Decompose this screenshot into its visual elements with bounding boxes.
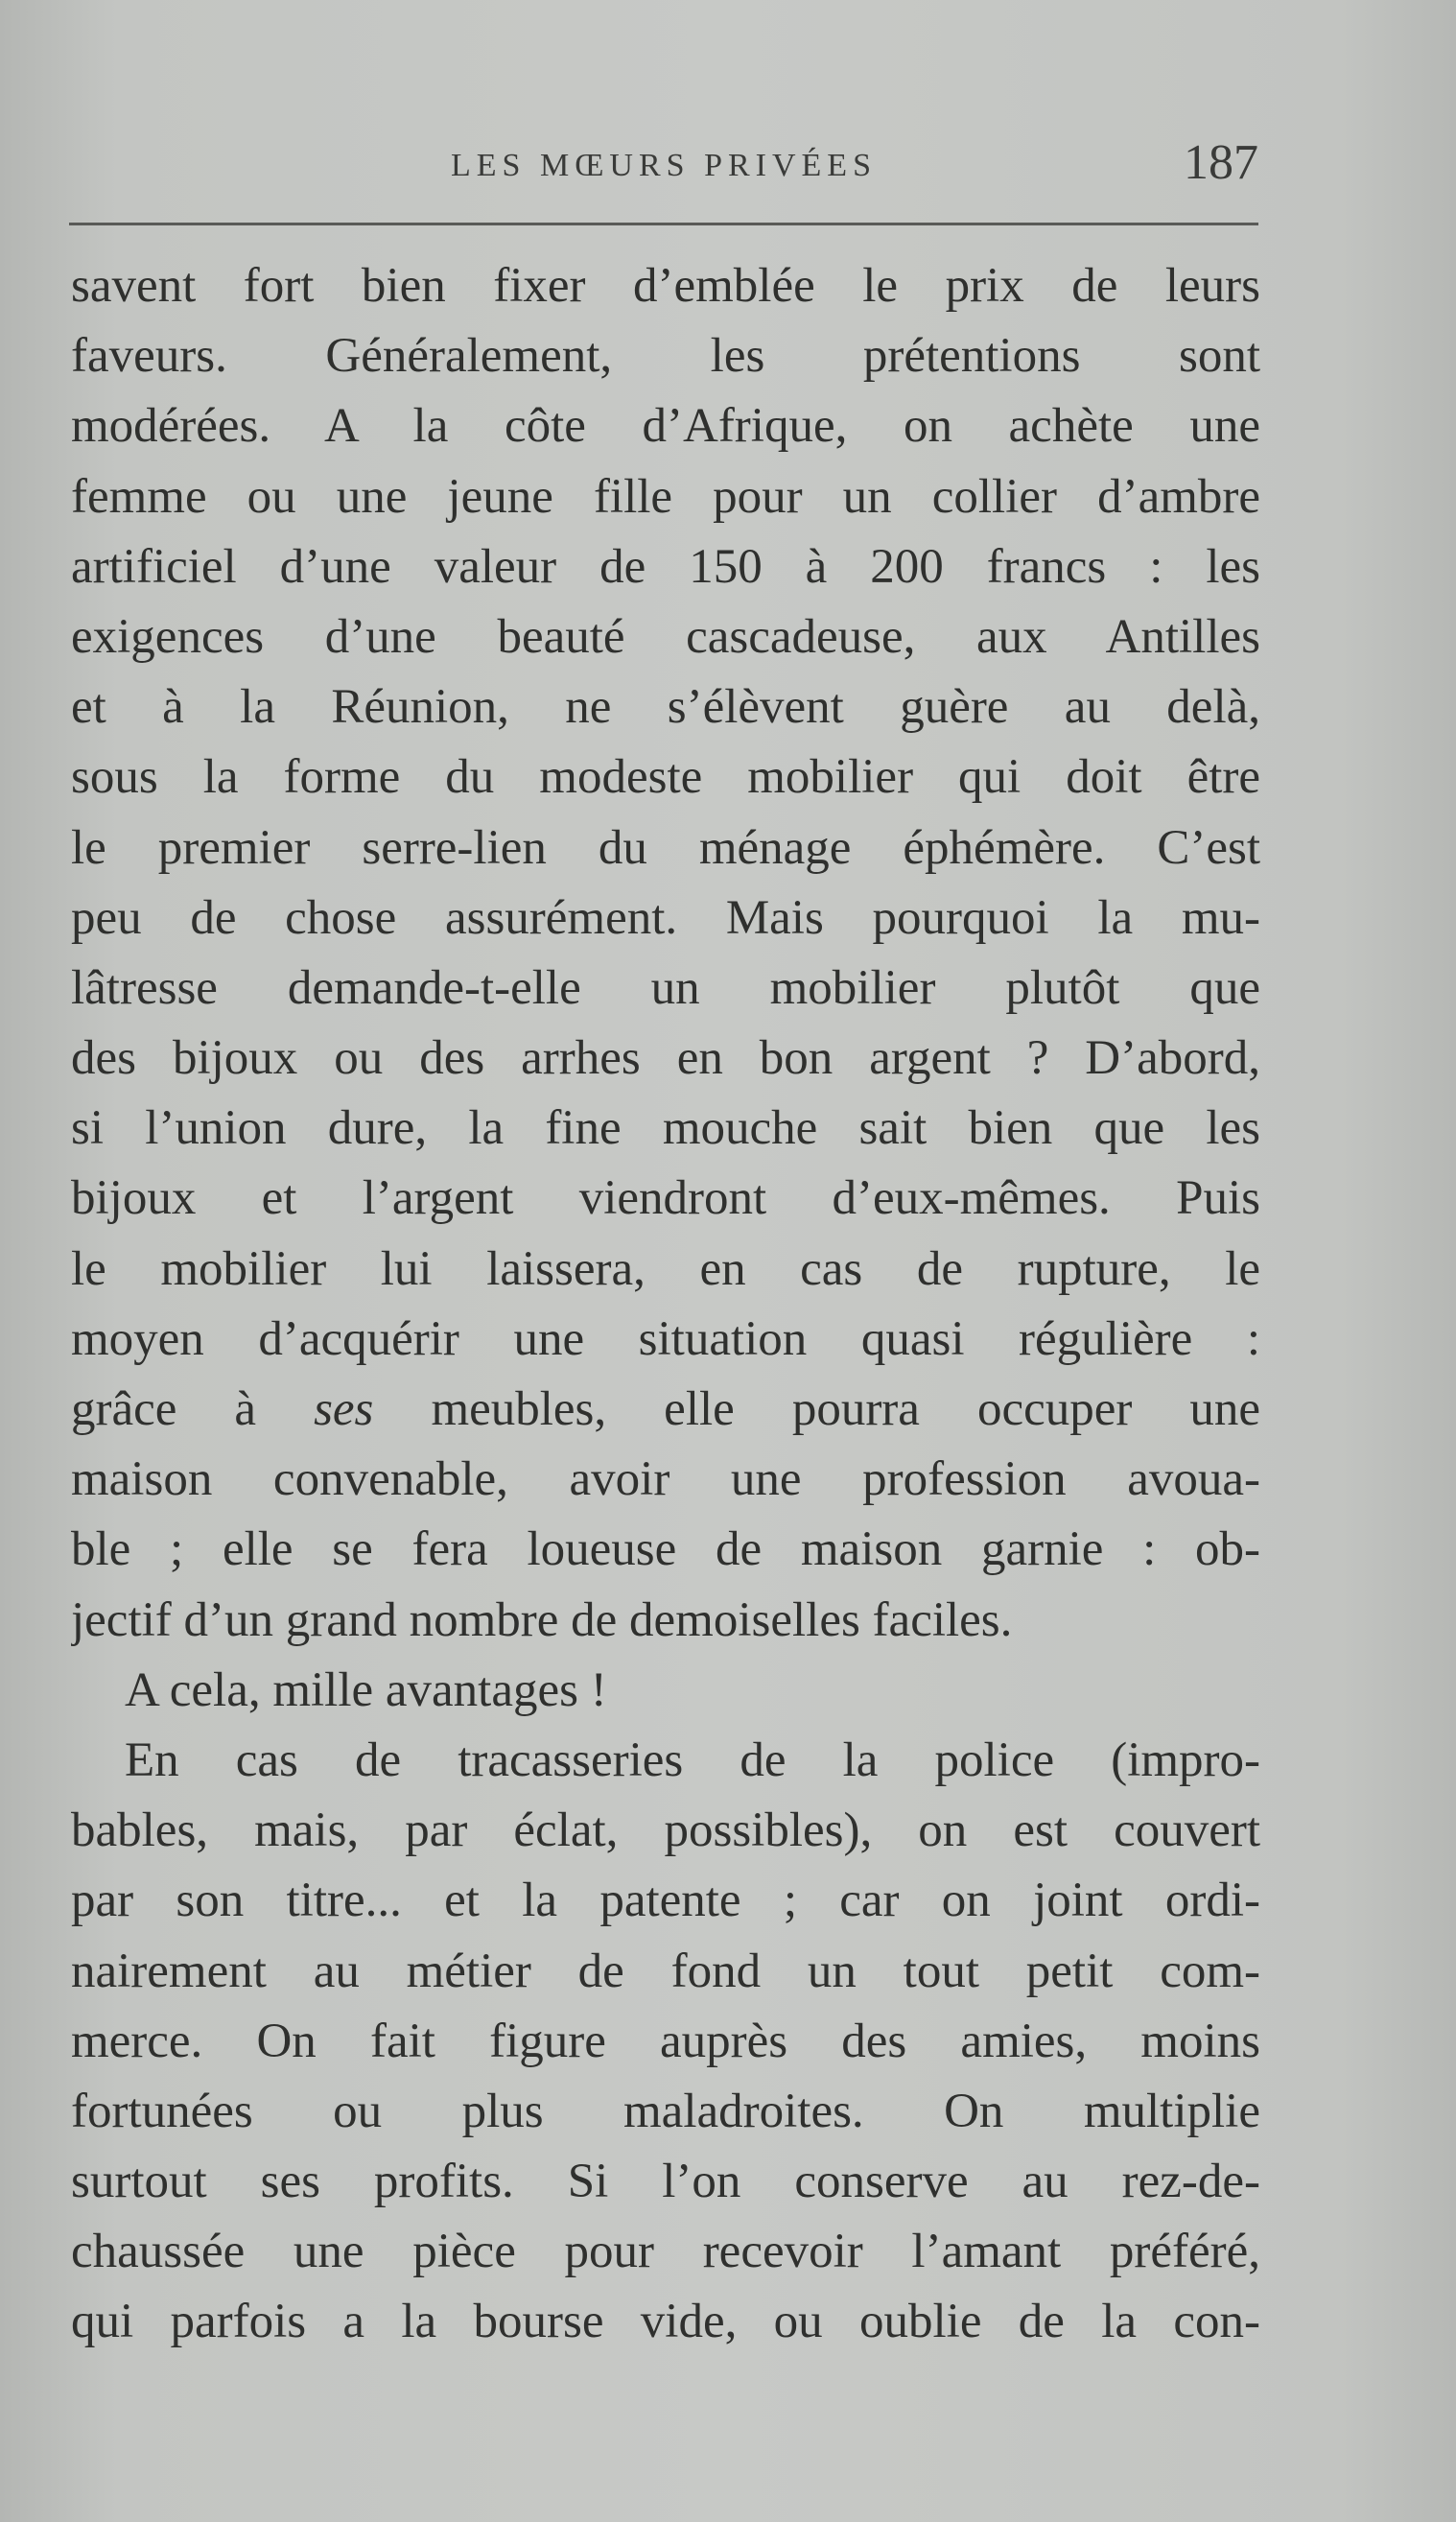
text-line: savent fort bien fixer d’emblée le prix de leurs (71, 259, 1260, 313)
page-number: 187 (1184, 135, 1258, 190)
text-line: lâtresse demande-t-elle un mobilier plutôt que (71, 960, 1260, 1015)
header-rule (69, 223, 1258, 225)
text-line: artificiel d’une valeur de 150 à 200 francs : les (71, 539, 1260, 594)
text-line: surtout ses profits. Si l’on conserve au rez-de- (71, 2155, 1260, 2209)
text-line: chaussée une pièce pour recevoir l’amant préféré, (71, 2225, 1260, 2279)
text-line: qui parfois a la bourse vide, ou oublie de la con- (71, 2295, 1260, 2349)
text-line: merce. On fait figure auprès des amies, moins (71, 2014, 1260, 2068)
text-line: maison convenable, avoir une profession avoua- (71, 1452, 1260, 1507)
paragraph-start-line: En cas de tracasseries de la police (impro- (125, 1732, 1260, 1787)
text-line: sous la forme du modeste mobilier qui doit être (71, 750, 1260, 805)
running-head: LES MŒURS PRIVÉES (451, 148, 877, 183)
text-line: peu de chose assurément. Mais pourquoi la mu- (71, 890, 1260, 945)
text-line: faveurs. Généralement, les prétentions sont (71, 329, 1260, 384)
text-line: bijoux et l’argent viendront d’eux-mêmes. Puis (71, 1171, 1260, 1226)
text-line: par son titre... et la patente ; car on joint ordi- (71, 1874, 1260, 1928)
text-line: bables, mais, par éclat, possibles), on est couvert (71, 1803, 1260, 1858)
text-line: exigences d’une beauté cascadeuse, aux Antilles (71, 609, 1260, 664)
italic-word: ses (314, 1382, 374, 1436)
line-end: meubles, elle pourra occuper une (373, 1382, 1260, 1436)
text-line: modérées. A la côte d’Afrique, on achète une (71, 399, 1260, 454)
text-line: ble ; elle se fera loueuse de maison garnie : ob- (71, 1522, 1260, 1577)
text-line: et à la Réunion, ne s’élèvent guère au delà, (71, 680, 1260, 735)
text-line: moyen d’acquérir une situation quasi régulière : (71, 1311, 1260, 1366)
page-header (69, 134, 1258, 203)
text-line: le mobilier lui laissera, en cas de rupture, le (71, 1241, 1260, 1296)
text-line: fortunées ou plus maladroites. On multiplie (71, 2084, 1260, 2138)
paragraph-end-line: jectif d’un grand nombre de demoiselles faciles. (71, 1592, 1013, 1647)
text-line: femme ou une jeune fille pour un collier d’ambre (71, 469, 1260, 524)
line-start: grâce à (71, 1382, 315, 1436)
text-line: si l’union dure, la fine mouche sait bien que les (71, 1101, 1260, 1156)
text-line-with-italic (71, 1375, 1260, 1445)
text-line: des bijoux ou des arrhes en bon argent ? D’abord, (71, 1031, 1260, 1086)
body-text (71, 251, 1260, 2358)
text-line: le premier serre-lien du ménage éphémère. C’est (71, 820, 1260, 875)
text-line: nairement au métier de fond un tout petit com- (71, 1944, 1260, 1998)
short-paragraph: A cela, mille avantages ! (125, 1662, 607, 1717)
